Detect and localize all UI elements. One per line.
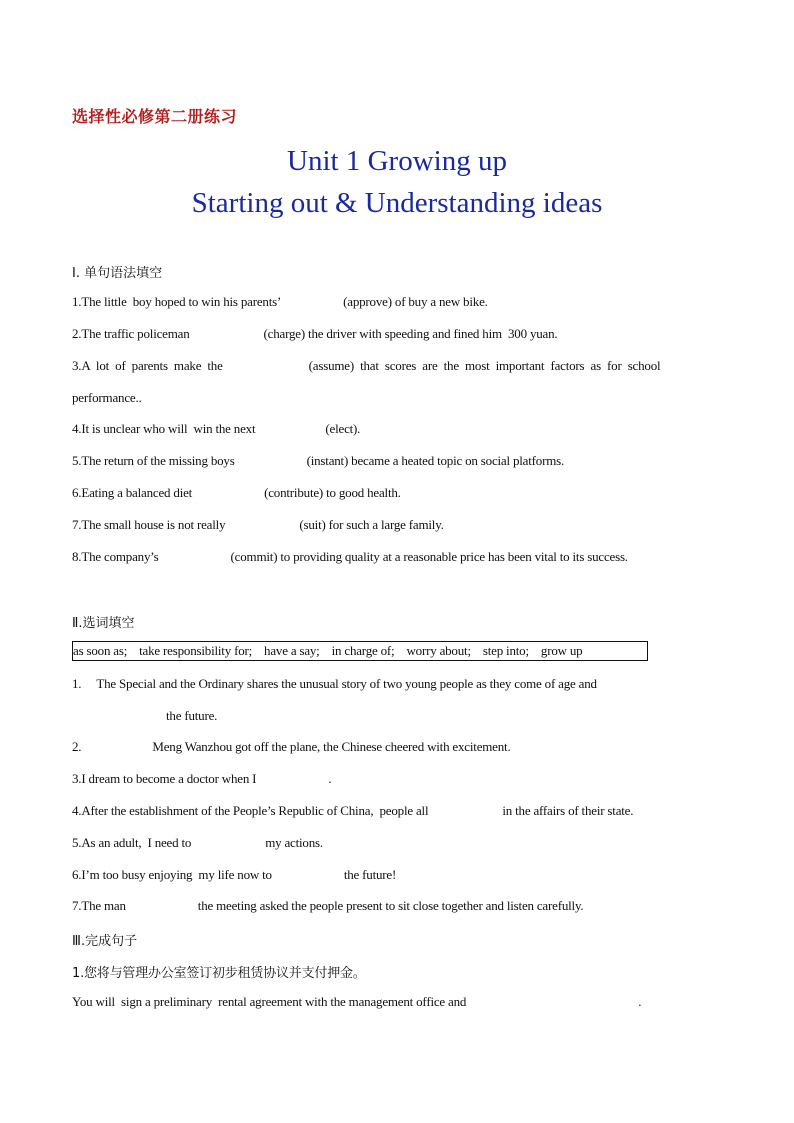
- section-1-heading: Ⅰ. 单句语法填空: [72, 266, 163, 281]
- exercise-line: 3.A lot of parents make the (assume) that scores are the most important factors as for school: [72, 358, 661, 373]
- exercise-line: 6.I’m too busy enjoying my life now to the future!: [72, 867, 397, 882]
- word-bank-item: grow up: [540, 643, 583, 658]
- exercise-line: 1.The little boy hoped to win his parents’ (approve) of buy a new bike.: [72, 294, 488, 309]
- exercise-line: 4.After the establishment of the People’s Republic of China, people all in the affairs of their state.: [72, 803, 634, 818]
- exercise-line: 6.Eating a balanced diet (contribute) to good health.: [72, 485, 401, 500]
- exercise-line: 3.I dream to become a doctor when I .: [72, 771, 332, 786]
- exercise-line: 2.The traffic policeman (charge) the driver with speeding and fined him 300 yuan.: [72, 326, 558, 341]
- section-2-heading: Ⅱ.选词填空: [72, 616, 135, 631]
- section-3-heading: Ⅲ.完成句子: [72, 934, 138, 949]
- exercise-line: the future.: [166, 708, 218, 723]
- exercise-line: 7.The man the meeting asked the people present to sit close together and listen carefully.: [72, 898, 584, 913]
- exercise-line: 5.As an adult, I need to my actions.: [72, 835, 323, 850]
- word-bank-item: in charge of;: [331, 643, 395, 658]
- word-bank-item: step into;: [482, 643, 529, 658]
- exercise-line: 4.It is unclear who will win the next (elect).: [72, 421, 361, 436]
- exercise-line: 2. Meng Wanzhou got off the plane, the Chinese cheered with excitement.: [72, 739, 511, 754]
- exercise-line: 1. The Special and the Ordinary shares the unusual story of two young people as they come of age and: [72, 676, 597, 691]
- exercise-line: You will sign a preliminary rental agreement with the management office and .: [72, 994, 642, 1009]
- word-bank-item: as soon as;: [73, 643, 128, 658]
- word-bank-box: [72, 641, 648, 661]
- exercise-line: 7.The small house is not really (suit) for such a large family.: [72, 517, 444, 532]
- exercise-line: performance..: [72, 390, 142, 405]
- chinese-sentence: 1.您将与管理办公室签订初步租赁协议并支付押金。: [72, 966, 366, 981]
- unit-subtitle: Starting out & Understanding ideas: [191, 187, 603, 219]
- exercise-line: 5.The return of the missing boys (instant) became a heated topic on social platforms.: [72, 453, 565, 468]
- exercise-line: 8.The company’s (commit) to providing quality at a reasonable price has been vital to its success.: [72, 549, 628, 564]
- word-bank-item: take responsibility for;: [139, 643, 253, 658]
- unit-title: Unit 1 Growing up: [287, 145, 507, 177]
- series-label: 选择性必修第二册练习: [72, 107, 238, 126]
- word-bank-item: have a say;: [264, 643, 320, 658]
- word-bank-item: worry about;: [406, 643, 471, 658]
